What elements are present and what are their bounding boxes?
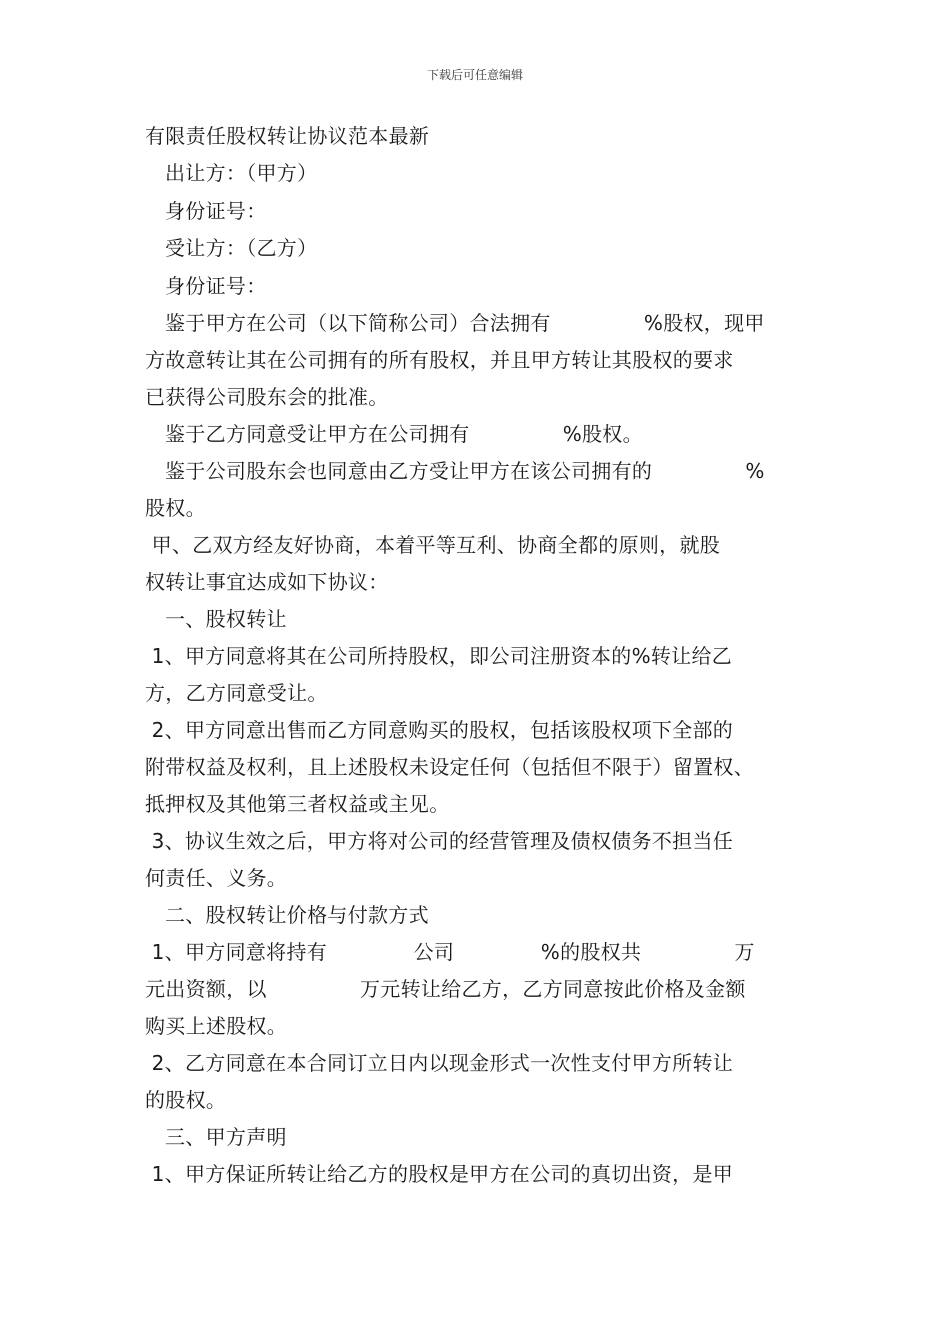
page-header: 下载后可任意编辑 [426, 68, 523, 82]
text-line: 何责任、义务。 [145, 866, 288, 890]
text-line: 已获得公司股东会的批准。 [145, 385, 389, 409]
text-line: 股权。 [145, 496, 206, 520]
text-line: 身份证号： [165, 274, 267, 298]
document-title: 有限责任股权转让协议范本最新 [145, 124, 430, 148]
section-heading: 二、股权转让价格与付款方式 [165, 903, 429, 927]
text-line: 元出资额，以 万元转让给乙方，乙方同意按此价格及金额 [145, 977, 746, 1001]
text-line: 甲、乙双方经友好协商，本着平等互利、协商全都的原则，就股 [145, 533, 721, 557]
text-line: 鉴于乙方同意受让甲方在公司拥有 %股权。 [165, 422, 643, 446]
text-line: 方，乙方同意受让。 [145, 681, 328, 705]
text-line: 受让方：（乙方） [165, 236, 318, 260]
text-line: 方故意转让其在公司拥有的所有股权，并且甲方转让其股权的要求 [145, 348, 734, 372]
text-line: 鉴于公司股东会也同意由乙方受让甲方在该公司拥有的 % [165, 459, 765, 483]
text-line: 3、协议生效之后，甲方将对公司的经营管理及债权债务不担当任 [145, 829, 734, 853]
text-line: 购买上述股权。 [145, 1014, 288, 1038]
section-heading: 三、甲方声明 [165, 1125, 287, 1149]
text-line: 出让方：（甲方） [165, 161, 318, 185]
text-line: 1、甲方保证所转让给乙方的股权是甲方在公司的真切出资，是甲 [145, 1162, 734, 1186]
text-line: 权转让事宜达成如下协议： [145, 570, 389, 594]
text-line: 抵押权及其他第三者权益或主见。 [145, 792, 450, 816]
text-line: 附带权益及权利，且上述股权未设定任何（包括但不限于）留置权、 [145, 755, 754, 779]
text-line: 鉴于甲方在公司（以下简称公司）合法拥有 %股权，现甲 [165, 311, 765, 335]
text-line: 2、甲方同意出售而乙方同意购买的股权，包括该股权项下全部的 [145, 718, 734, 742]
text-line: 身份证号： [165, 199, 267, 223]
section-heading: 一、股权转让 [165, 607, 287, 631]
text-line: 2、乙方同意在本合同订立日内以现金形式一次性支付甲方所转让 [145, 1051, 734, 1075]
text-line: 1、甲方同意将持有 公司 %的股权共 万 [145, 940, 755, 964]
text-line: 的股权。 [145, 1088, 227, 1112]
text-line: 1、甲方同意将其在公司所持股权，即公司注册资本的%转让给乙 [145, 644, 733, 668]
